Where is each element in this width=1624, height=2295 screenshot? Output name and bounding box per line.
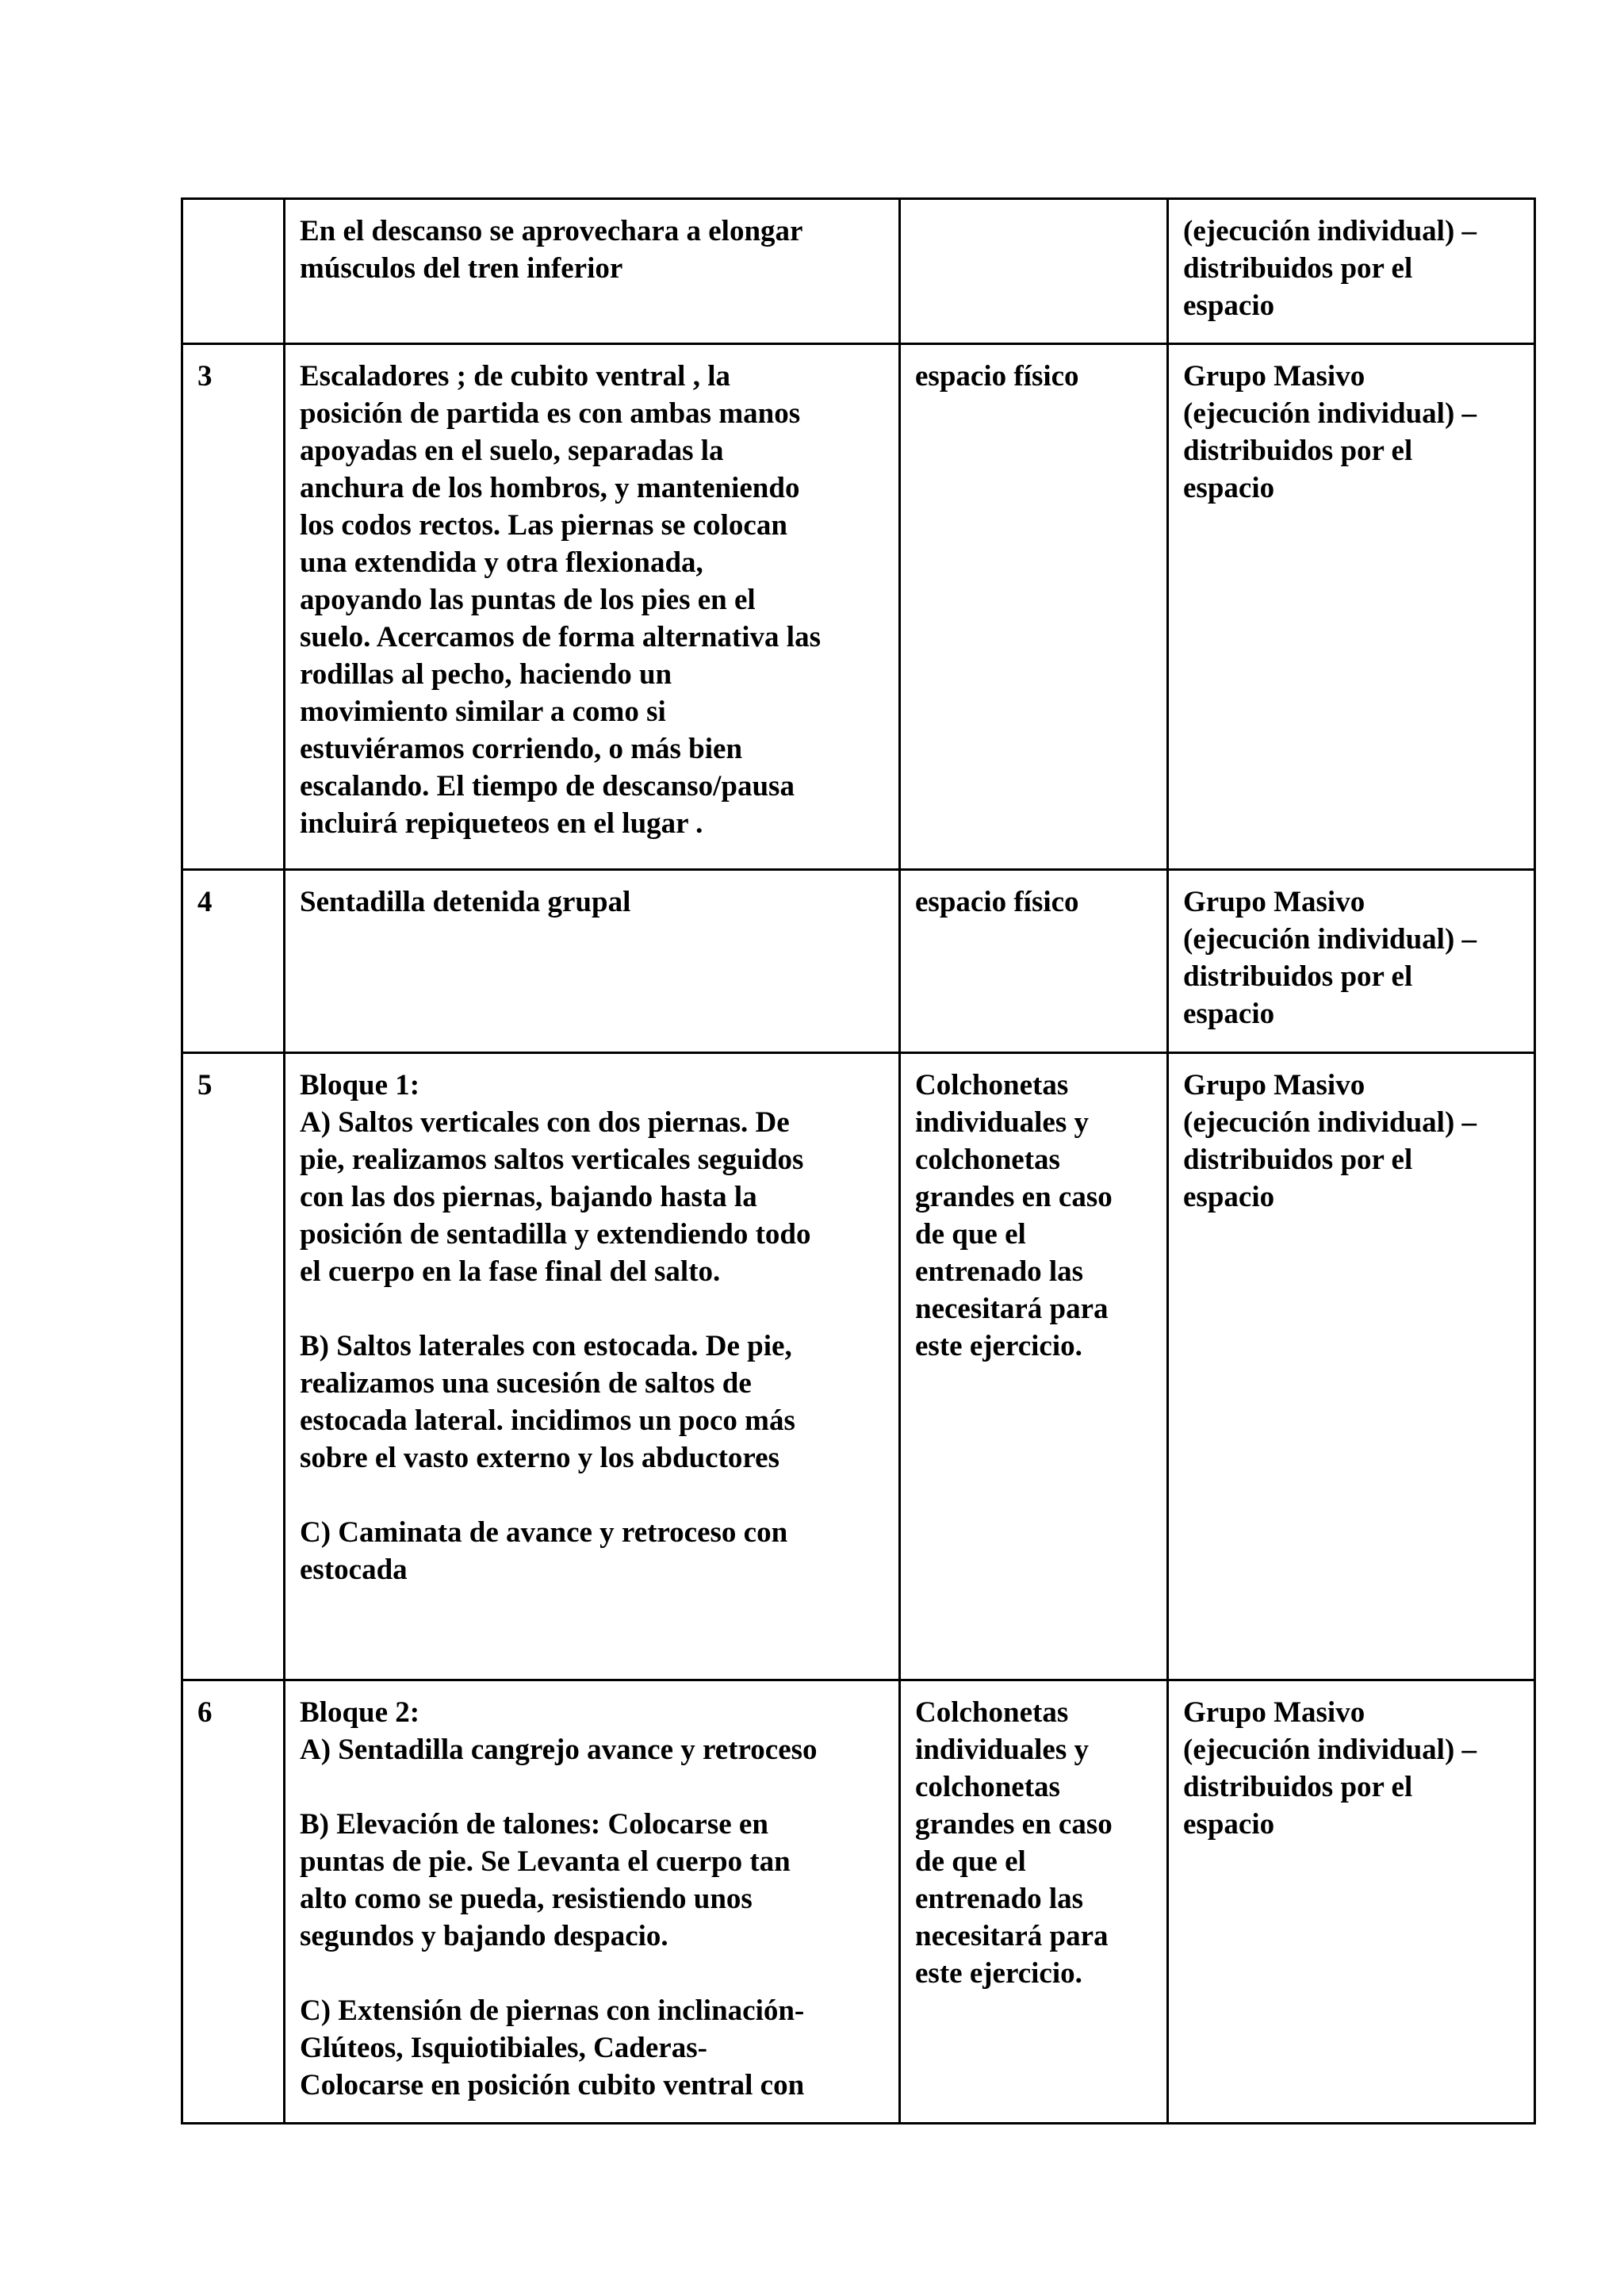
materials-line: entrenado las <box>915 1883 1084 1915</box>
activity-description-cell <box>285 1680 900 2124</box>
description-line: alto como se pueda, resistiendo unos <box>300 1883 753 1915</box>
organization-line: (ejecución individual) – <box>1183 215 1477 247</box>
materials-cell <box>900 344 1168 870</box>
materials-cell <box>900 870 1168 1053</box>
description-line: el cuerpo en la fase final del salto. <box>300 1255 721 1288</box>
organization-line: (ejecución individual) – <box>1183 1106 1477 1139</box>
organization-line: espacio <box>1183 289 1275 322</box>
organization-cell <box>1168 870 1535 1053</box>
organization-line: Grupo Masivo <box>1183 886 1365 918</box>
organization-line: Grupo Masivo <box>1183 360 1365 393</box>
organization-line: espacio <box>1183 472 1275 504</box>
materials-line: este ejercicio. <box>915 1957 1082 1990</box>
description-line: Sentadilla detenida grupal <box>300 886 631 918</box>
organization-line: (ejecución individual) – <box>1183 923 1477 956</box>
organization-line: (ejecución individual) – <box>1183 1734 1477 1766</box>
organization-cell <box>1168 199 1535 344</box>
description-line: pie, realizamos saltos verticales seguidos <box>300 1144 804 1176</box>
row-number-cell <box>182 344 285 870</box>
organization-line: distribuidos por el <box>1183 252 1413 285</box>
description-paragraph <box>300 1067 884 1290</box>
materials-line: de que el <box>915 1845 1026 1878</box>
row-number-cell <box>182 199 285 344</box>
organization-line: espacio <box>1183 1808 1275 1841</box>
description-paragraph <box>300 1806 884 1955</box>
row-number-cell <box>182 870 285 1053</box>
activity-description-cell <box>285 199 900 344</box>
row-number: 6 <box>197 1696 213 1729</box>
materials-line: de que el <box>915 1218 1026 1251</box>
description-line: sobre el vasto externo y los abductores <box>300 1442 779 1474</box>
description-paragraph <box>300 1328 884 1477</box>
description-line: con las dos piernas, bajando hasta la <box>300 1181 757 1213</box>
organization-cell <box>1168 1053 1535 1680</box>
materials-line: individuales y <box>915 1734 1090 1766</box>
description-line: segundos y bajando despacio. <box>300 1920 668 1952</box>
materials-cell <box>900 1053 1168 1680</box>
materials-cell <box>900 1680 1168 2124</box>
materials-line: grandes en caso <box>915 1181 1113 1213</box>
activity-description-cell <box>285 870 900 1053</box>
table-row <box>182 1053 1535 1680</box>
materials-line: colchonetas <box>915 1144 1060 1176</box>
organization-cell <box>1168 1680 1535 2124</box>
organization-line: espacio <box>1183 1181 1275 1213</box>
description-line: puntas de pie. Se Levanta el cuerpo tan <box>300 1845 791 1878</box>
description-line: Bloque 1: <box>300 1069 420 1102</box>
materials-line: colchonetas <box>915 1771 1060 1803</box>
description-line: A) Sentadilla cangrejo avance y retroceso <box>300 1734 818 1766</box>
organization-line: distribuidos por el <box>1183 435 1413 467</box>
materials-line: este ejercicio. <box>915 1330 1082 1362</box>
organization-line: distribuidos por el <box>1183 1771 1413 1803</box>
description-line: los codos rectos. Las piernas se colocan <box>300 509 787 542</box>
materials-line: espacio físico <box>915 360 1079 393</box>
description-line: incluirá repiqueteos en el lugar . <box>300 807 703 840</box>
description-line: escalando. El tiempo de descanso/pausa <box>300 770 795 803</box>
materials-line: Colchonetas <box>915 1069 1069 1102</box>
organization-cell <box>1168 344 1535 870</box>
description-paragraph <box>300 883 884 921</box>
description-line: apoyando las puntas de los pies en el <box>300 584 756 616</box>
description-line: músculos del tren inferior <box>300 252 623 285</box>
description-paragraph <box>300 358 884 842</box>
row-number: 4 <box>197 886 213 918</box>
description-line: estocada lateral. incidimos un poco más <box>300 1404 795 1437</box>
materials-line: individuales y <box>915 1106 1090 1139</box>
row-number: 5 <box>197 1069 213 1102</box>
organization-line: espacio <box>1183 998 1275 1030</box>
materials-line: necesitará para <box>915 1920 1109 1952</box>
description-line: B) Elevación de talones: Colocarse en <box>300 1808 768 1841</box>
table-row <box>182 199 1535 344</box>
description-line: apoyadas en el suelo, separadas la <box>300 435 724 467</box>
description-paragraph <box>300 1992 884 2104</box>
row-number-cell <box>182 1053 285 1680</box>
description-line: C) Extensión de piernas con inclinación- <box>300 1994 805 2027</box>
table-row <box>182 1680 1535 2124</box>
description-line: Bloque 2: <box>300 1696 420 1729</box>
organization-line: distribuidos por el <box>1183 960 1413 993</box>
description-line: posición de partida es con ambas manos <box>300 397 801 430</box>
description-line: suelo. Acercamos de forma alternativa las <box>300 621 821 653</box>
activity-description-cell <box>285 344 900 870</box>
description-line: realizamos una sucesión de saltos de <box>300 1367 752 1400</box>
materials-cell <box>900 199 1168 344</box>
row-number-cell <box>182 1680 285 2124</box>
description-paragraph <box>300 1514 884 1588</box>
organization-line: Grupo Masivo <box>1183 1069 1365 1102</box>
description-line: C) Caminata de avance y retroceso con <box>300 1516 788 1549</box>
description-line: estuviéramos corriendo, o más bien <box>300 733 743 765</box>
row-number: 3 <box>197 360 213 393</box>
description-line: una extendida y otra flexionada, <box>300 546 703 579</box>
materials-line: entrenado las <box>915 1255 1084 1288</box>
description-line: posición de sentadilla y extendiendo todo <box>300 1218 811 1251</box>
description-line: Glúteos, Isquiotibiales, Caderas- <box>300 2032 707 2064</box>
table-body <box>182 199 1535 2124</box>
description-paragraph <box>300 213 884 287</box>
description-line: B) Saltos laterales con estocada. De pie, <box>300 1330 792 1362</box>
materials-line: necesitará para <box>915 1293 1109 1325</box>
materials-line: espacio físico <box>915 886 1079 918</box>
organization-line: (ejecución individual) – <box>1183 397 1477 430</box>
materials-line: Colchonetas <box>915 1696 1069 1729</box>
description-line: movimiento similar a como si <box>300 695 666 728</box>
table-row <box>182 870 1535 1053</box>
description-line: anchura de los hombros, y manteniendo <box>300 472 800 504</box>
table-row <box>182 344 1535 870</box>
description-line: A) Saltos verticales con dos piernas. De <box>300 1106 790 1139</box>
activity-description-cell <box>285 1053 900 1680</box>
description-line: En el descanso se aprovechara a elongar <box>300 215 803 247</box>
organization-line: distribuidos por el <box>1183 1144 1413 1176</box>
organization-line: Grupo Masivo <box>1183 1696 1365 1729</box>
description-line: Escaladores ; de cubito ventral , la <box>300 360 730 393</box>
materials-line: grandes en caso <box>915 1808 1113 1841</box>
description-line: estocada <box>300 1554 408 1586</box>
description-paragraph <box>300 1694 884 1768</box>
description-line: Colocarse en posición cubito ventral con <box>300 2069 805 2102</box>
description-line: rodillas al pecho, haciendo un <box>300 658 672 691</box>
activity-table <box>181 197 1536 2125</box>
